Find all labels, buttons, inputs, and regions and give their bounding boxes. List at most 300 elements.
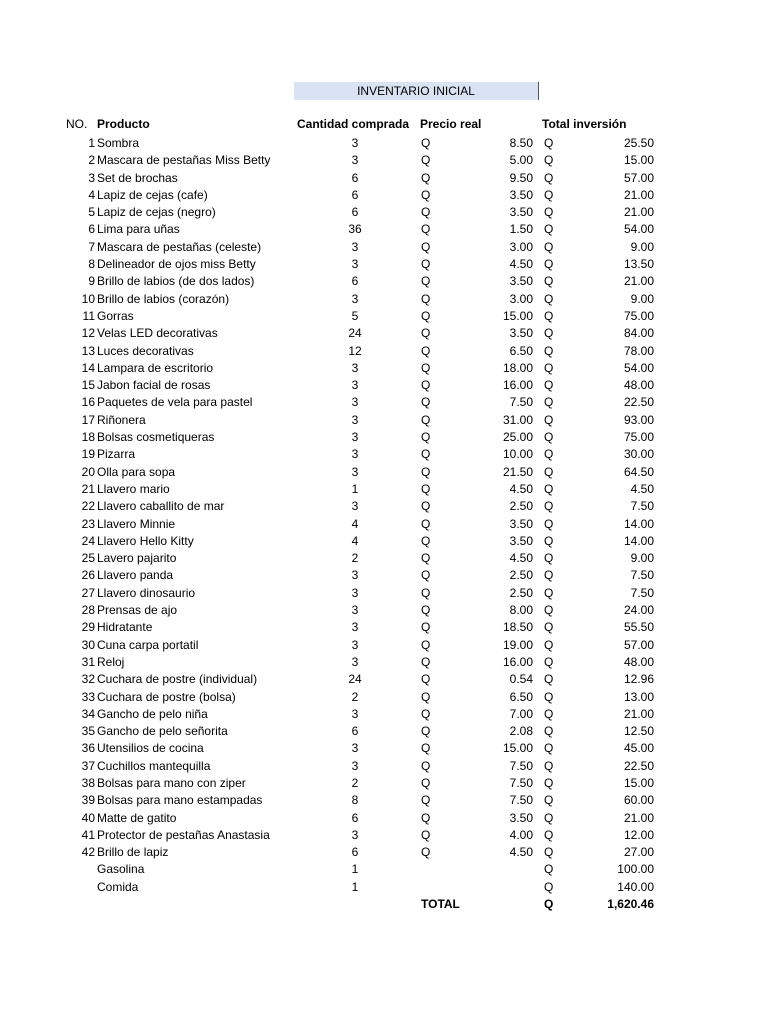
product-name: Olla para sopa (97, 464, 176, 479)
total-currency: Q (544, 585, 554, 600)
unit-price: 6.50 (509, 689, 533, 704)
price-currency: Q (421, 585, 431, 600)
unit-price: 8.00 (509, 603, 533, 618)
unit-price: 3.00 (509, 239, 533, 254)
product-name: Prensas de ajo (97, 603, 178, 618)
row-number: 29 (81, 620, 95, 635)
row-number: 16 (81, 395, 95, 410)
quantity: 3 (351, 585, 359, 600)
line-total: 60.00 (623, 793, 654, 808)
row-number: 33 (81, 689, 95, 704)
unit-price: 9.50 (509, 170, 533, 185)
total-currency: Q (544, 499, 554, 514)
row-number: 42 (81, 845, 95, 860)
price-currency: Q (421, 810, 431, 825)
price-currency: Q (421, 205, 431, 220)
quantity: 3 (351, 603, 359, 618)
price-currency: Q (421, 499, 431, 514)
row-number: 38 (81, 775, 95, 790)
total-currency: Q (544, 153, 554, 168)
line-total: 14.00 (623, 533, 654, 548)
quantity: 4 (351, 516, 359, 531)
quantity: 3 (351, 620, 359, 635)
table-row (0, 689, 768, 706)
table-row (0, 135, 768, 152)
line-total: 21.00 (623, 274, 654, 289)
quantity: 3 (351, 430, 359, 445)
line-total: 9.00 (630, 551, 654, 566)
header-producto: Producto (97, 117, 150, 131)
price-currency: Q (421, 308, 431, 323)
table-row (0, 170, 768, 187)
product-name: Lapiz de cejas (cafe) (97, 187, 208, 202)
row-number: 24 (81, 533, 95, 548)
total-currency: Q (544, 222, 554, 237)
total-currency: Q (544, 689, 554, 704)
unit-price: 3.50 (509, 187, 533, 202)
total-currency: Q (544, 257, 554, 272)
row-number: 20 (81, 464, 95, 479)
table-row (0, 481, 768, 498)
table-row (0, 792, 768, 809)
total-currency: Q (544, 741, 554, 756)
quantity: 3 (351, 741, 359, 756)
line-total: 45.00 (623, 741, 654, 756)
quantity: 3 (351, 291, 359, 306)
row-number: 30 (81, 637, 95, 652)
table-row (0, 706, 768, 723)
line-total: 78.00 (623, 343, 654, 358)
quantity: 3 (351, 257, 359, 272)
total-currency: Q (544, 603, 554, 618)
quantity: 3 (351, 412, 359, 427)
row-number: 9 (88, 274, 95, 289)
price-currency: Q (421, 758, 431, 773)
line-total: 21.00 (623, 810, 654, 825)
quantity: 1 (351, 879, 359, 894)
total-currency: Q (544, 810, 554, 825)
price-currency: Q (421, 637, 431, 652)
line-total: 22.50 (623, 758, 654, 773)
total-currency: Q (544, 481, 554, 496)
total-currency: Q (544, 205, 554, 220)
line-total: 54.00 (623, 222, 654, 237)
total-currency: Q (544, 637, 554, 652)
price-currency: Q (421, 378, 431, 393)
total-currency: Q (544, 706, 554, 721)
quantity: 4 (351, 533, 359, 548)
quantity: 1 (351, 481, 359, 496)
unit-price: 0.54 (509, 672, 533, 687)
product-name: Llavero Hello Kitty (97, 533, 194, 548)
total-currency: Q (544, 378, 554, 393)
row-number: 28 (81, 603, 95, 618)
table-row (0, 879, 768, 896)
unit-price: 6.50 (509, 343, 533, 358)
price-currency: Q (421, 654, 431, 669)
unit-price: 7.00 (509, 706, 533, 721)
total-currency: Q (544, 447, 554, 462)
line-total: 27.00 (623, 845, 654, 860)
row-number: 10 (81, 291, 95, 306)
row-number: 7 (88, 239, 95, 254)
product-name: Cuchillos mantequilla (97, 758, 211, 773)
grand-total-value: 1,620.46 (607, 897, 654, 912)
unit-price: 2.50 (509, 585, 533, 600)
price-currency: Q (421, 724, 431, 739)
price-currency: Q (421, 343, 431, 358)
unit-price: 2.08 (509, 724, 533, 739)
row-number: 40 (81, 810, 95, 825)
total-currency: Q (544, 239, 554, 254)
row-number: 1 (88, 136, 95, 150)
grand-total-currency: Q (544, 897, 554, 912)
price-currency: Q (421, 672, 431, 687)
quantity: 3 (351, 758, 359, 773)
line-total: 12.00 (623, 827, 654, 842)
price-currency: Q (421, 533, 431, 548)
row-number: 41 (81, 827, 95, 842)
quantity: 2 (351, 775, 359, 790)
grand-total-label: TOTAL (421, 897, 460, 912)
row-number: 34 (81, 706, 95, 721)
quantity: 3 (351, 395, 359, 410)
header-no: NO. (66, 117, 88, 131)
table-row (0, 152, 768, 169)
line-total: 48.00 (623, 378, 654, 393)
table-row (0, 758, 768, 775)
product-name: Sombra (97, 136, 140, 150)
total-currency: Q (544, 758, 554, 773)
quantity: 3 (351, 499, 359, 514)
unit-price: 18.00 (502, 360, 533, 375)
table-row (0, 464, 768, 481)
price-currency: Q (421, 326, 431, 341)
line-total: 7.50 (630, 499, 654, 514)
product-name: Cuchara de postre (individual) (97, 672, 258, 687)
product-name: Llavero caballito de mar (97, 499, 225, 514)
total-currency: Q (544, 412, 554, 427)
line-total: 15.00 (623, 153, 654, 168)
price-currency: Q (421, 741, 431, 756)
price-currency: Q (421, 222, 431, 237)
line-total: 84.00 (623, 326, 654, 341)
product-name: Mascara de pestañas (celeste) (97, 239, 262, 254)
row-number: 27 (81, 585, 95, 600)
row-number: 15 (81, 378, 95, 393)
product-name: Brillo de lapiz (97, 845, 169, 860)
product-name: Hidratante (97, 620, 153, 635)
price-currency: Q (421, 412, 431, 427)
unit-price: 25.00 (502, 430, 533, 445)
price-currency: Q (421, 603, 431, 618)
product-name: Protector de pestañas Anastasia (97, 827, 270, 842)
price-currency: Q (421, 170, 431, 185)
total-currency: Q (544, 793, 554, 808)
product-name: Brillo de labios (corazón) (97, 291, 230, 306)
product-name: Comida (97, 879, 139, 894)
product-name: Pizarra (97, 447, 136, 462)
price-currency: Q (421, 845, 431, 860)
price-currency: Q (421, 274, 431, 289)
unit-price: 16.00 (502, 378, 533, 393)
quantity: 5 (351, 308, 359, 323)
unit-price: 7.50 (509, 793, 533, 808)
quantity: 3 (351, 827, 359, 842)
table-row (0, 740, 768, 757)
product-name: Utensilios de cocina (97, 741, 204, 756)
line-total: 7.50 (630, 568, 654, 583)
table-row (0, 291, 768, 308)
unit-price: 4.50 (509, 551, 533, 566)
total-currency: Q (544, 187, 554, 202)
line-total: 21.00 (623, 205, 654, 220)
unit-price: 7.50 (509, 775, 533, 790)
row-number: 26 (81, 568, 95, 583)
line-total: 25.50 (623, 136, 654, 150)
row-number: 25 (81, 551, 95, 566)
quantity: 6 (351, 845, 359, 860)
product-name: Llavero mario (97, 481, 170, 496)
line-total: 12.96 (623, 672, 654, 687)
price-currency: Q (421, 239, 431, 254)
product-name: Lampara de escritorio (97, 360, 214, 375)
unit-price: 16.00 (502, 654, 533, 669)
table-row (0, 861, 768, 878)
unit-price: 15.00 (502, 741, 533, 756)
total-currency: Q (544, 516, 554, 531)
product-name: Gasolina (97, 862, 145, 877)
total-currency: Q (544, 326, 554, 341)
row-number: 39 (81, 793, 95, 808)
product-name: Delineador de ojos miss Betty (97, 257, 256, 272)
quantity: 6 (351, 187, 359, 202)
unit-price: 8.50 (509, 136, 533, 150)
quantity: 3 (351, 360, 359, 375)
line-total: 9.00 (630, 239, 654, 254)
total-currency: Q (544, 343, 554, 358)
quantity: 3 (351, 654, 359, 669)
line-total: 9.00 (630, 291, 654, 306)
row-number: 23 (81, 516, 95, 531)
table-row (0, 533, 768, 550)
unit-price: 15.00 (502, 308, 533, 323)
line-total: 140.00 (617, 879, 654, 894)
price-currency: Q (421, 360, 431, 375)
line-total: 75.00 (623, 308, 654, 323)
row-number: 36 (81, 741, 95, 756)
table-row (0, 412, 768, 429)
row-number: 14 (81, 360, 95, 375)
row-number: 21 (81, 481, 95, 496)
table-row (0, 239, 768, 256)
quantity: 2 (351, 551, 359, 566)
table-row (0, 343, 768, 360)
row-number: 37 (81, 758, 95, 773)
product-name: Cuchara de postre (bolsa) (97, 689, 236, 704)
price-currency: Q (421, 551, 431, 566)
quantity: 6 (351, 274, 359, 289)
table-row (0, 256, 768, 273)
unit-price: 19.00 (502, 637, 533, 652)
product-name: Mascara de pestañas Miss Betty (97, 153, 271, 168)
row-number: 5 (88, 205, 95, 220)
product-name: Gancho de pelo señorita (97, 724, 228, 739)
price-currency: Q (421, 689, 431, 704)
price-currency: Q (421, 827, 431, 842)
table-row (0, 619, 768, 636)
product-name: Bolsas para mano con ziper (97, 775, 246, 790)
quantity: 3 (351, 706, 359, 721)
row-number: 2 (88, 153, 95, 168)
row-number: 13 (81, 343, 95, 358)
unit-price: 31.00 (502, 412, 533, 427)
line-total: 57.00 (623, 637, 654, 652)
row-number: 8 (88, 257, 95, 272)
price-currency: Q (421, 620, 431, 635)
row-number: 11 (82, 308, 95, 323)
price-currency: Q (421, 395, 431, 410)
quantity: 3 (351, 568, 359, 583)
unit-price: 3.50 (509, 274, 533, 289)
product-name: Lapiz de cejas (negro) (97, 205, 216, 220)
line-total: 13.50 (623, 257, 654, 272)
table-row (0, 775, 768, 792)
product-name: Bolsas para mano estampadas (97, 793, 263, 808)
quantity: 8 (351, 793, 359, 808)
table-row (0, 204, 768, 221)
unit-price: 4.50 (509, 257, 533, 272)
unit-price: 3.00 (509, 291, 533, 306)
table-row (0, 827, 768, 844)
total-currency: Q (544, 879, 554, 894)
unit-price: 18.50 (502, 620, 533, 635)
line-total: 30.00 (623, 447, 654, 462)
table-row (0, 585, 768, 602)
price-currency: Q (421, 187, 431, 202)
quantity: 3 (351, 447, 359, 462)
total-currency: Q (544, 136, 554, 150)
total-currency: Q (544, 724, 554, 739)
product-name: Matte de gatito (97, 810, 177, 825)
table-row (0, 394, 768, 411)
line-total: 22.50 (623, 395, 654, 410)
product-name: Gorras (97, 308, 134, 323)
price-currency: Q (421, 257, 431, 272)
total-currency: Q (544, 291, 554, 306)
quantity: 36 (348, 222, 362, 237)
total-currency: Q (544, 308, 554, 323)
row-number: 12 (81, 326, 95, 341)
product-name: Paquetes de vela para pastel (97, 395, 253, 410)
quantity: 2 (351, 689, 359, 704)
total-currency: Q (544, 775, 554, 790)
table-row (0, 377, 768, 394)
total-currency: Q (544, 170, 554, 185)
table-row (0, 723, 768, 740)
row-number: 6 (88, 222, 95, 237)
product-name: Lima para uñas (97, 222, 180, 237)
price-currency: Q (421, 775, 431, 790)
price-currency: Q (421, 481, 431, 496)
price-currency: Q (421, 793, 431, 808)
line-total: 54.00 (623, 360, 654, 375)
line-total: 55.50 (623, 620, 654, 635)
total-currency: Q (544, 862, 554, 877)
quantity: 3 (351, 378, 359, 393)
table-row (0, 654, 768, 671)
product-name: Llavero dinosaurio (97, 585, 196, 600)
line-total: 14.00 (623, 516, 654, 531)
table-row (0, 567, 768, 584)
unit-price: 4.00 (509, 827, 533, 842)
total-currency: Q (544, 827, 554, 842)
table-row (0, 325, 768, 342)
product-name: Llavero panda (97, 568, 174, 583)
line-total: 100.00 (617, 862, 654, 877)
quantity: 6 (351, 170, 359, 185)
table-row (0, 602, 768, 619)
quantity: 3 (351, 637, 359, 652)
price-currency: Q (421, 136, 431, 150)
total-currency: Q (544, 620, 554, 635)
price-currency: Q (421, 430, 431, 445)
quantity: 12 (348, 343, 362, 358)
product-name: Gancho de pelo niña (97, 706, 208, 721)
line-total: 21.00 (623, 706, 654, 721)
table-row (0, 516, 768, 533)
line-total: 48.00 (623, 654, 654, 669)
row-number: 17 (81, 412, 95, 427)
sheet-title: INVENTARIO INICIAL (294, 82, 539, 100)
quantity: 24 (348, 326, 362, 341)
unit-price: 3.50 (509, 205, 533, 220)
grand-total-row (0, 896, 768, 913)
line-total: 21.00 (623, 187, 654, 202)
price-currency: Q (421, 706, 431, 721)
unit-price: 3.50 (509, 516, 533, 531)
table-row (0, 429, 768, 446)
unit-price: 2.50 (509, 568, 533, 583)
table-row (0, 273, 768, 290)
price-currency: Q (421, 516, 431, 531)
line-total: 24.00 (623, 603, 654, 618)
table-row (0, 810, 768, 827)
quantity: 3 (351, 136, 359, 150)
product-name: Riñonera (97, 412, 146, 427)
quantity: 6 (351, 724, 359, 739)
table-row (0, 498, 768, 515)
table-row (0, 844, 768, 861)
unit-price: 3.50 (509, 533, 533, 548)
total-currency: Q (544, 654, 554, 669)
unit-price: 21.50 (502, 464, 533, 479)
row-number: 4 (88, 187, 95, 202)
unit-price: 2.50 (509, 499, 533, 514)
quantity: 6 (351, 205, 359, 220)
total-currency: Q (544, 430, 554, 445)
header-total: Total inversión (542, 117, 627, 131)
product-name: Jabon facial de rosas (97, 378, 211, 393)
total-currency: Q (544, 464, 554, 479)
price-currency: Q (421, 153, 431, 168)
table-row (0, 446, 768, 463)
total-currency: Q (544, 672, 554, 687)
price-currency: Q (421, 291, 431, 306)
header-cantidad: Cantidad comprada (297, 117, 410, 131)
total-currency: Q (544, 395, 554, 410)
quantity: 6 (351, 810, 359, 825)
